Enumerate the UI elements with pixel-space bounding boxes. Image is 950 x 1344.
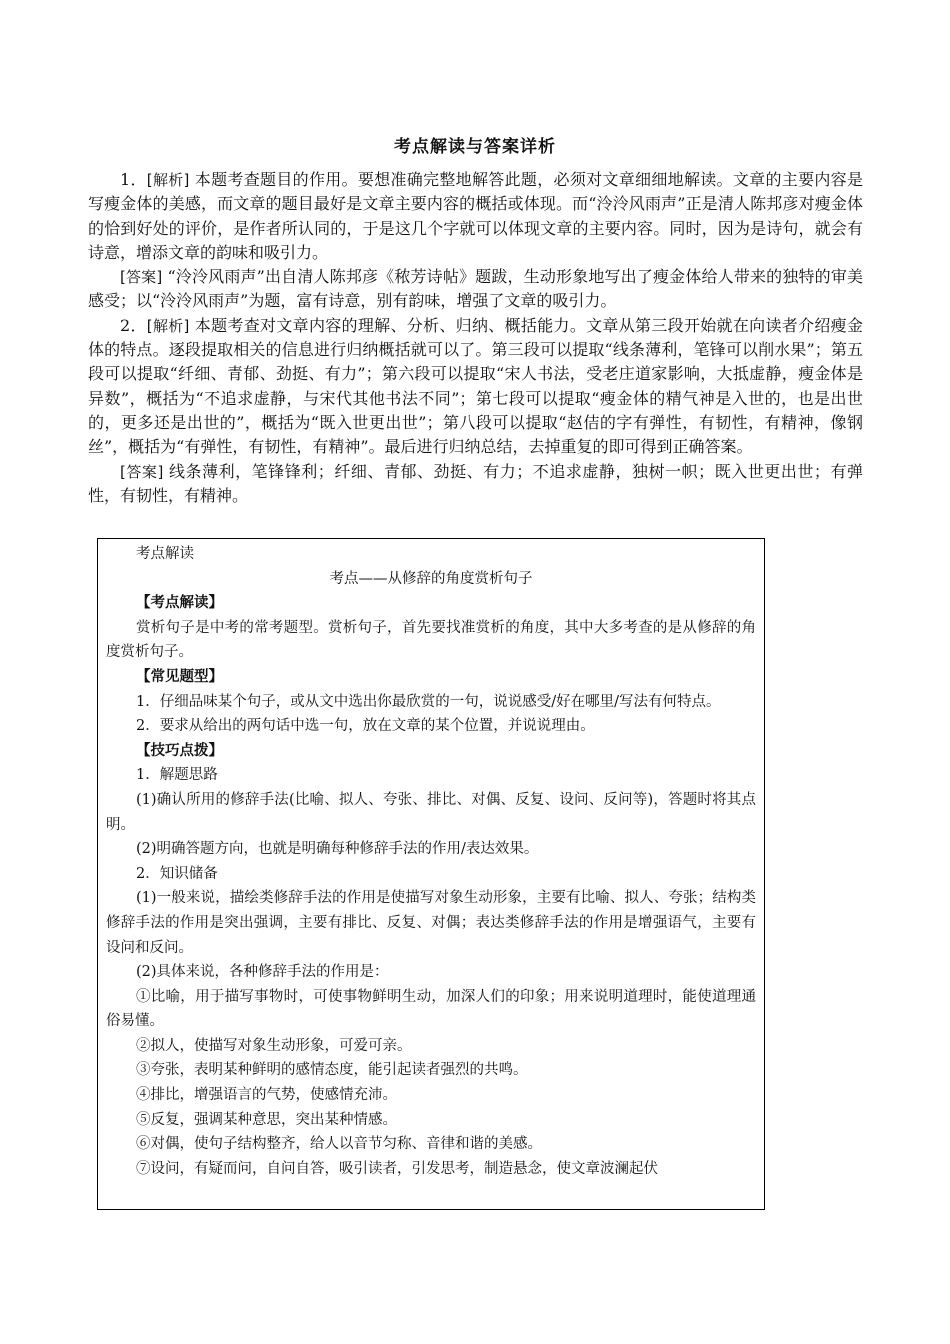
list-item: ④排比，增强语言的气势，使感情充沛。 xyxy=(136,1087,397,1104)
paragraph: 赏析句子是中考的常考题型。赏析句子，首先要找准赏析的角度，其中大多考查的是从修辞的角度赏析句子。 xyxy=(106,619,756,661)
list-item: (2)明确答题方向，也就是明确每种修辞手法的作用/表达效果。 xyxy=(136,841,539,858)
question-number: 1． xyxy=(120,170,147,189)
section-heading: 【常见题型】 xyxy=(136,668,223,685)
box-subtitle: 考点——从修辞的角度赏析句子 xyxy=(329,570,533,587)
answer-text: “泠泠风雨声”出自清人陈邦彦《秾芳诗帖》题跋，生动形象地写出了瘦金体给人带来的独特的审美感受；以“泠泠风雨声”为题，富有诗意，别有韵味，增强了文章的吸引力。 xyxy=(88,267,863,311)
list-item: (1)确认所用的修辞手法(比喻、拟人、夸张、排比、对偶、反复、设问、反问等)，答题时将其点明。 xyxy=(106,791,756,833)
list-item: 1．仔细品味某个句子，或从文中选出你最欣赏的一句，说说感受/好在哪里/写法有何特点。 xyxy=(136,693,721,710)
answer-tag: [答案] xyxy=(120,462,164,481)
sub-heading: 2．知识储备 xyxy=(136,865,218,882)
answer-tag: [答案] xyxy=(120,268,163,287)
section-heading: 【技巧点拨】 xyxy=(136,742,223,759)
q1-analysis xyxy=(88,168,863,265)
list-item: ①比喻，用于描写事物时，可使事物鲜明生动，加深人们的印象；用来说明道理时，能使道理通俗易懂。 xyxy=(106,988,756,1030)
list-item: 2．要求从给出的两句话中选一句，放在文章的某个位置，并说说理由。 xyxy=(136,718,595,735)
list-item: ⑥对偶，使句子结构整齐，给人以音节匀称、音律和谐的美感。 xyxy=(136,1136,542,1153)
analysis-text: 本题考查题目的作用。要想准确完整地解答此题，必须对文章细细地解读。文章的主要内容是写瘦金体的美感，而文章的题目最好是文章主要内容的概括或体现。而“泠泠风雨声”正是清人陈邦彦对瘦金体的恰到好处的评价，是作者所认同的，于是这几个字就可以体现文章的主要内容。同时，因为是诗句，就会有诗意，增添文章的韵味和吸引力。 xyxy=(88,170,863,262)
knowledge-box xyxy=(97,538,765,1210)
analysis-tag: [解析] xyxy=(146,316,190,335)
list-item: (1)一般来说，描绘类修辞手法的作用是使描写对象生动形象，主要有比喻、拟人、夸张；结构类修辞手法的作用是突出强调，主要有排比、反复、对偶；表达类修辞手法的作用是增强语气，主要有设问和反问。 xyxy=(106,890,756,956)
sub-heading: 1．解题思路 xyxy=(136,767,218,784)
answer-section xyxy=(88,168,863,508)
box-label: 考点解读 xyxy=(136,546,194,562)
list-item: ⑦设问，有疑而问，自问自答，吸引读者，引发思考，制造悬念，使文章波澜起伏 xyxy=(136,1160,658,1177)
analysis-text: 本题考查对文章内容的理解、分析、归纳、概括能力。文章从第三段开始就在向读者介绍瘦金体的特点。逐段提取相关的信息进行归纳概括就可以了。第三段可以提取“线条薄利，笔锋可以削水果”；第五段可以提取“纤细、青郁、劲挺、有力”；第六段可以提取“宋人书法，受老庄道家影响，大抵虚静，瘦金体是异数”，概括为“不追求虚静，与宋代其他书法不同”；第七段可以提取“瘦金体的精气神是入世的，也是出世的，更多还是出世的”，概括为“既入世更出世”；第八段可以提取“赵佶的字有弹性，有韧性，有精神，像钢丝”，概括为“有弹性，有韧性，有精神”。最后进行归纳总结，去掉重复的即可得到正确答案。 xyxy=(88,315,863,457)
answer-text: 线条薄利，笔锋锋利；纤细、青郁、劲挺、有力；不追求虚静，独树一帜；既入世更出世；有弹性，有韧性，有精神。 xyxy=(88,461,863,505)
list-item: ②拟人，使描写对象生动形象，可爱可亲。 xyxy=(136,1037,412,1054)
page-title: 考点解读与答案详析 xyxy=(394,137,556,157)
list-item: ⑤反复，强调某种意思，突出某种情感。 xyxy=(136,1111,397,1128)
question-number: 2． xyxy=(120,315,147,335)
q2-answer xyxy=(88,460,863,509)
q1-answer xyxy=(88,265,863,314)
q2-analysis xyxy=(88,314,863,460)
list-item: (2)具体来说，各种修辞手法的作用是： xyxy=(136,964,389,981)
analysis-tag: [解析] xyxy=(146,171,190,189)
list-item: ③夸张，表明某种鲜明的感情态度，能引起读者强烈的共鸣。 xyxy=(136,1062,528,1079)
section-heading: 【考点解读】 xyxy=(136,595,223,612)
